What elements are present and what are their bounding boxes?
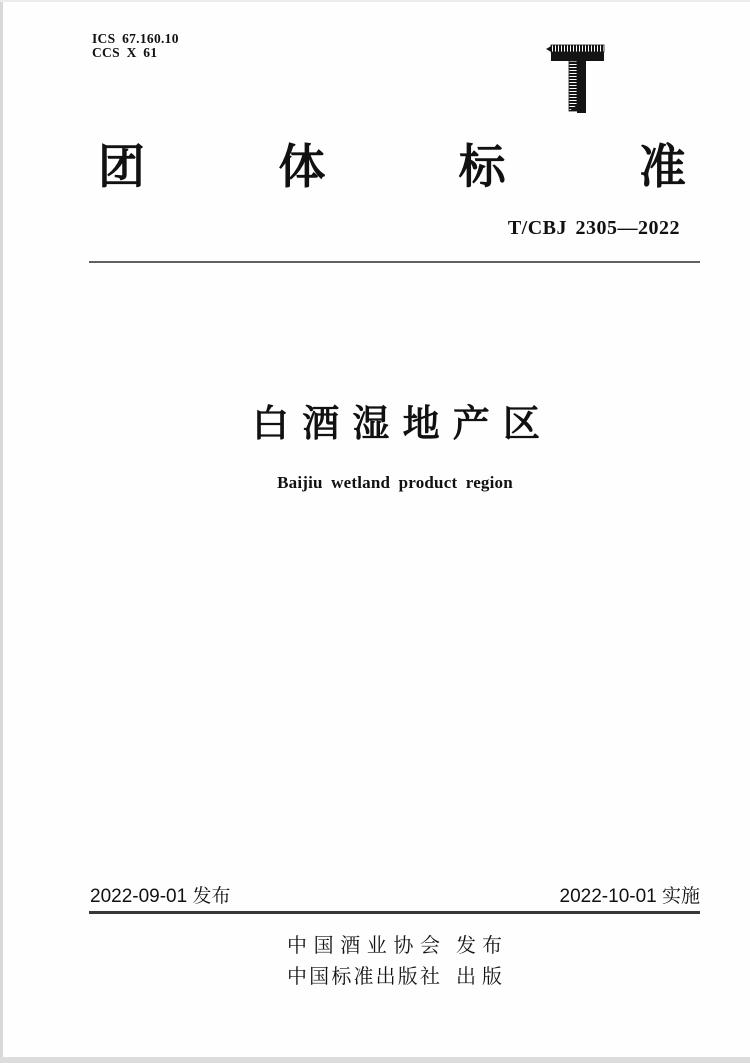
publisher-block [287,936,502,998]
publisher-verb [456,967,502,988]
char: 国 [309,966,330,988]
publisher-org [287,936,440,957]
char: 版 [397,966,418,988]
char: 区 [502,404,540,445]
char: 中 [287,966,307,988]
publisher-org [287,967,440,988]
char: 业 [366,935,387,957]
char: 会 [419,935,440,957]
char: 版 [482,966,502,988]
char: 酒 [340,935,361,957]
char: 湿 [352,404,390,445]
char: 社 [419,966,440,988]
char: 产 [452,404,490,445]
char: 地 [402,404,440,445]
char: 国 [313,935,334,957]
issue-date: 2022-09-01 发布 [90,886,231,907]
char: 发 [456,935,476,957]
char: 白 [252,404,289,445]
implementation-date: 2022-10-01 实施 [559,886,700,907]
publisher-row [287,967,502,988]
masthead-title [98,142,686,194]
char: 标 [331,966,352,988]
classification-codes [92,32,179,60]
char: 准 [638,142,686,194]
standard-number: T/CBJ 2305—2022 [507,217,680,239]
ics-code: ICS 67.160.10 [92,31,179,46]
ccs-code: CCS X 61 [92,45,158,60]
publisher-verb [456,936,502,957]
document-title-english: Baijiu wetland product region [277,473,513,492]
char: 标 [458,142,506,194]
char: 中 [287,935,307,957]
document-title-chinese [252,406,540,443]
publisher-row [287,936,502,957]
top-rule-divider [89,261,700,263]
team-standard-logo-icon [546,43,608,115]
char: 出 [456,966,476,988]
char: 布 [482,935,502,957]
page-edge-bottom [0,1057,750,1063]
char: 团 [98,142,145,194]
bottom-rule-divider [89,911,700,914]
char: 协 [393,935,414,957]
char: 酒 [302,404,340,445]
page-edge-top [0,0,750,2]
char: 体 [278,142,326,194]
char: 出 [375,966,396,988]
page-edge-left [0,0,3,1063]
date-row [90,886,700,908]
char: 准 [353,966,374,988]
